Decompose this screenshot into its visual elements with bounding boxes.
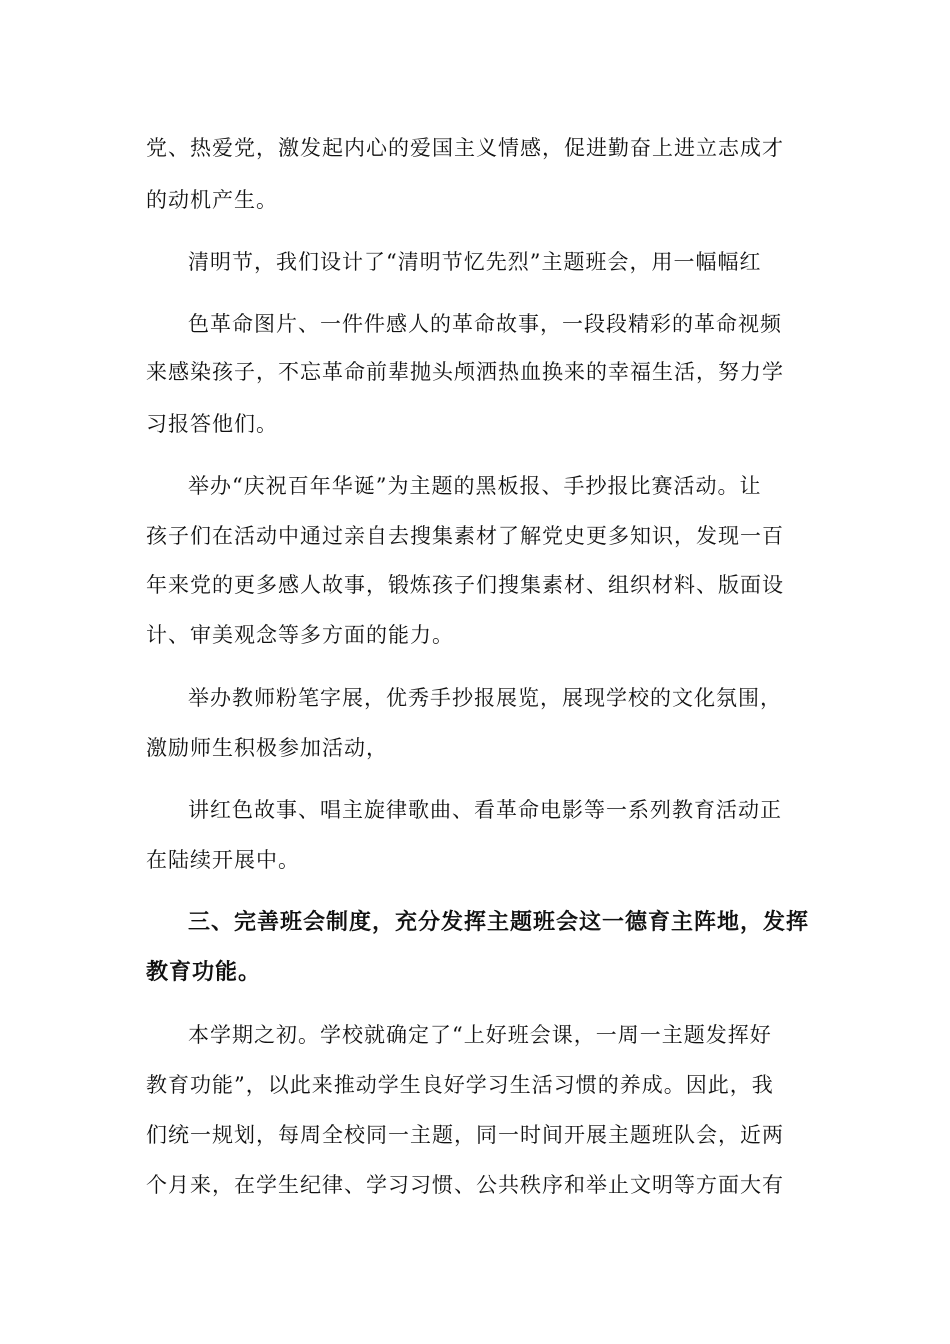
body-text-line: 来感染孩子，不忘革命前辈抛头颅洒热血换来的幸福生活，努力学 (146, 360, 784, 384)
body-text-line: 讲红色故事、唱主旋律歌曲、看革命电影等一系列教育活动正 (188, 798, 782, 822)
body-text-line: 激励师生积极参加活动， (146, 736, 388, 760)
body-text-line: 教育功能”，以此来推动学生良好学习生活习惯的养成。因此，我 (146, 1073, 774, 1097)
body-text-line: 个月来，在学生纪律、学习习惯、公共秩序和举止文明等方面大有 (146, 1173, 784, 1197)
section-heading-line: 教育功能。 (146, 959, 262, 985)
body-text-line: 们统一规划，每周全校同一主题，同一时间开展主题班队会，近两 (146, 1123, 784, 1147)
body-text-line: 计、审美观念等多方面的能力。 (146, 623, 454, 647)
body-text-line: 色革命图片、一件件感人的革命故事，一段段精彩的革命视频 (188, 312, 782, 336)
body-text-line: 举办教师粉笔字展，优秀手抄报展览，展现学校的文化氛围， (188, 686, 782, 710)
body-text-line: 举办“庆祝百年华诞”为主题的黑板报、手抄报比赛活动。让 (188, 474, 762, 498)
body-text-line: 在陆续开展中。 (146, 848, 300, 872)
section-heading-line: 三、完善班会制度，充分发挥主题班会这一德育主阵地，发挥 (188, 909, 810, 935)
body-text-line: 习报答他们。 (146, 412, 278, 436)
body-text-line: 的动机产生。 (146, 188, 278, 212)
body-text-line: 年来党的更多感人故事，锻炼孩子们搜集素材、组织材料、版面设 (146, 573, 784, 597)
body-text-line: 党、热爱党，激发起内心的爱国主义情感，促进勤奋上进立志成才 (146, 136, 784, 160)
body-text-line: 清明节，我们设计了“清明节忆先烈”主题班会，用一幅幅红 (188, 250, 762, 274)
body-text-line: 本学期之初。学校就确定了“上好班会课，一周一主题发挥好 (188, 1023, 772, 1047)
body-text-line: 孩子们在活动中通过亲自去搜集素材了解党史更多知识，发现一百 (146, 524, 784, 548)
